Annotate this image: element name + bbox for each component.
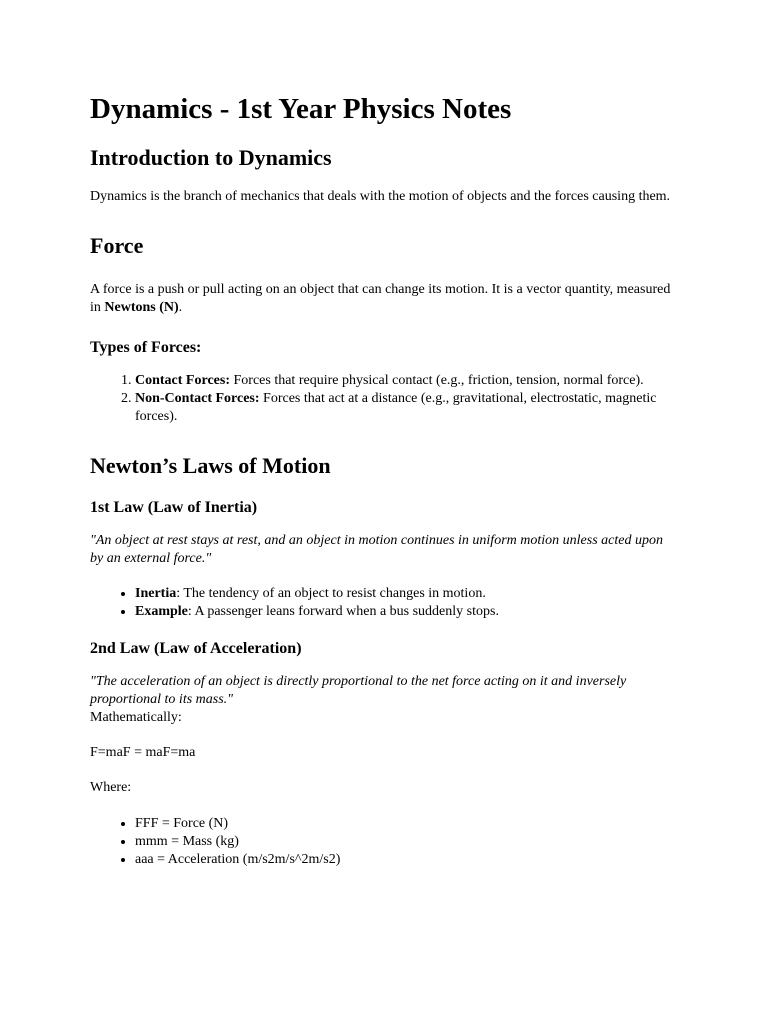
list-item-desc: Forces that require physical contact (e.g., friction, tension, normal force).	[230, 373, 644, 388]
list-item: • mmm = Mass (kg)	[135, 833, 678, 851]
list-item-term: Example	[135, 604, 188, 619]
list-item-term: Non-Contact Forces:	[135, 391, 260, 406]
law2-heading: 2nd Law (Law of Acceleration)	[90, 640, 302, 657]
list-item-desc: : The tendency of an object to resist changes in motion.	[176, 586, 486, 601]
list-item	[135, 372, 678, 390]
force-heading: Force	[90, 233, 144, 258]
force-text-before: A force is a push or pull acting on an object that can change its motion. It is a vector quantity, measured in	[90, 282, 671, 315]
variables-list	[90, 815, 678, 869]
intro-heading: Introduction to Dynamics	[90, 145, 332, 170]
where-label: Where:	[90, 780, 132, 795]
newton-heading: Newton’s Laws of Motion	[90, 453, 331, 478]
law1-quote: "An object at rest stays at rest, and an object in motion continues in uniform motion unless acted upon by an external force."	[90, 533, 663, 566]
math-label: Mathematically:	[90, 710, 182, 725]
types-list	[90, 372, 678, 426]
list-item-desc: : A passenger leans forward when a bus suddenly stops.	[187, 604, 499, 619]
force-paragraph	[90, 281, 678, 317]
list-item: • aaa = Acceleration (m/s2m/s^2m/s2)	[135, 851, 678, 869]
types-heading: Types of Forces:	[90, 339, 202, 356]
page-title: Dynamics - 1st Year Physics Notes	[90, 93, 512, 125]
list-item	[135, 390, 678, 426]
force-unit: Newtons (N)	[104, 300, 179, 315]
force-text-after: .	[178, 300, 183, 315]
formula: F=maF = maF=ma	[90, 745, 196, 760]
list-item	[135, 585, 678, 603]
law2-quote: "The acceleration of an object is directly proportional to the net force acting on it and inversely proportional to its mass."	[90, 674, 627, 707]
intro-paragraph: Dynamics is the branch of mechanics that deals with the motion of objects and the forces causing them.	[90, 189, 671, 204]
list-item: • FFF = Force (N)	[135, 815, 678, 833]
list-item-term: Inertia	[135, 586, 177, 601]
law1-list	[90, 585, 678, 621]
list-item-desc: Forces that act at a distance (e.g., gravitational, electrostatic, magnetic forces).	[135, 391, 657, 424]
list-item	[135, 603, 678, 621]
law1-heading: 1st Law (Law of Inertia)	[90, 499, 258, 516]
list-item-term: Contact Forces:	[135, 373, 230, 388]
